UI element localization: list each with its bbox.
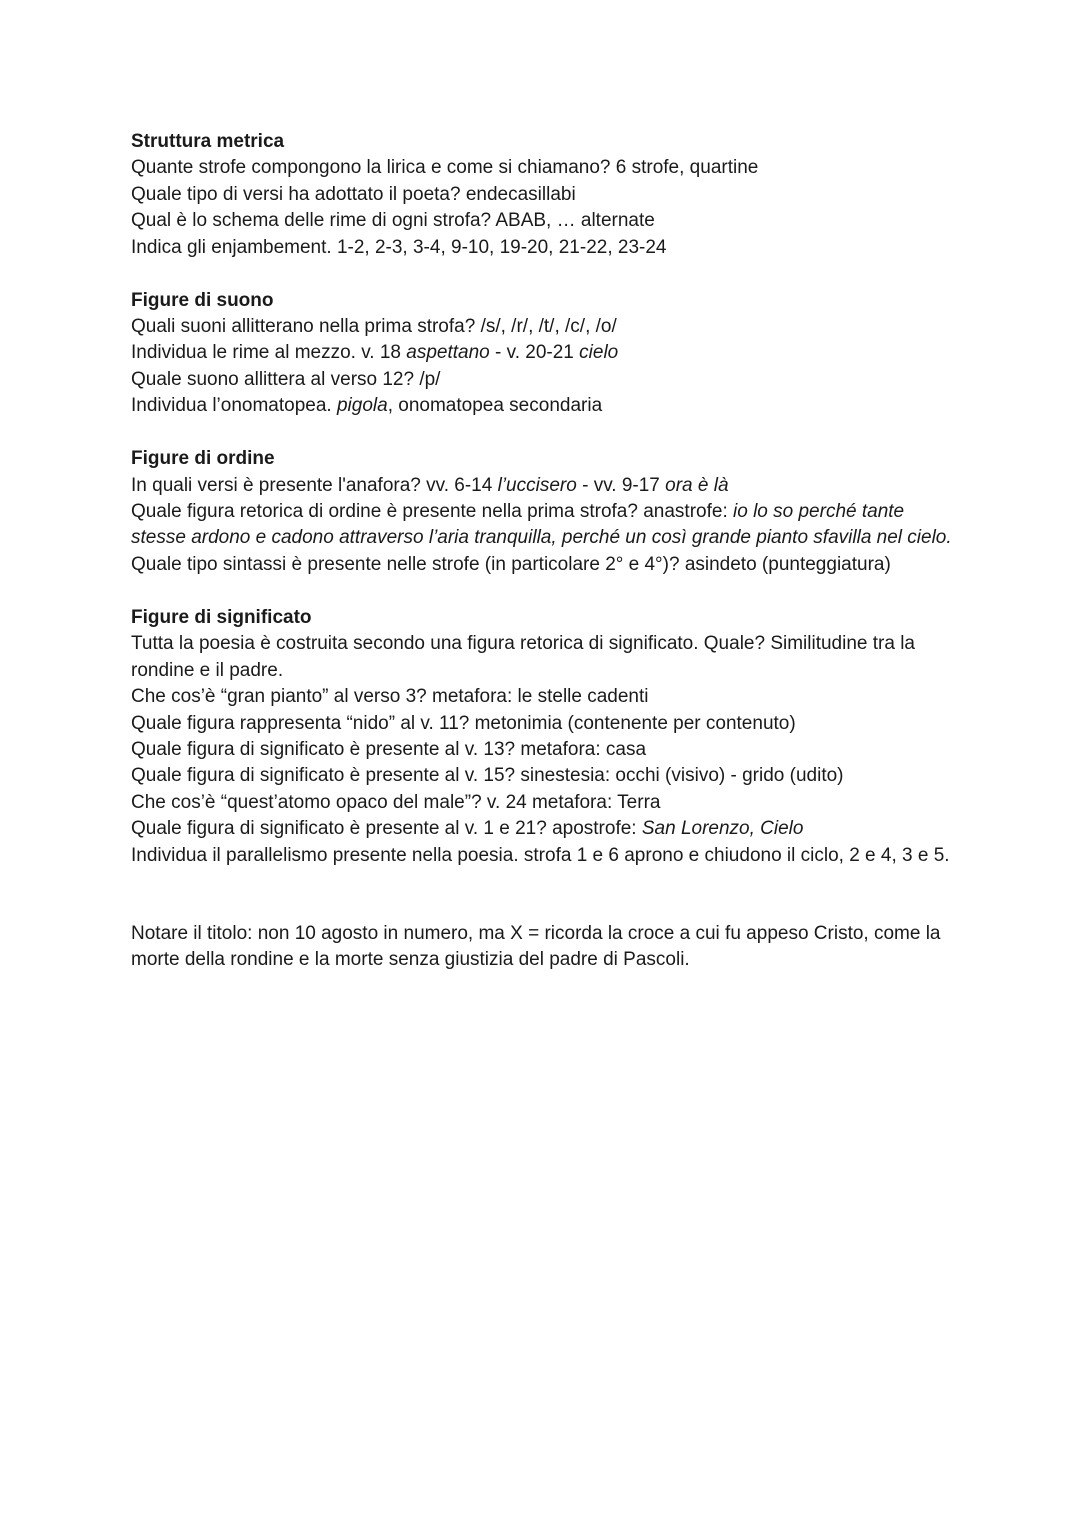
qa-line bbox=[131, 763, 961, 789]
qa-line bbox=[131, 393, 961, 419]
line-text: - vv. 9-17 bbox=[576, 474, 666, 496]
qa-line bbox=[131, 684, 961, 710]
qa-line bbox=[131, 711, 961, 737]
line-text: , onomatopea secondaria bbox=[387, 395, 603, 417]
line-text: Indica gli enjambement. 1-2, 2-3, 3-4, 9-10, 19-20, 21-22, 23-24 bbox=[131, 236, 667, 258]
italic-text: cielo bbox=[579, 342, 619, 364]
section-heading: Figure di significato bbox=[131, 606, 312, 628]
italic-text: pigola bbox=[336, 395, 388, 417]
line-text: Quali suoni allitterano nella prima strofa? /s/, /r/, /t/, /c/, /o/ bbox=[131, 316, 617, 338]
line-text: Quale figura di significato è presente al v. 1 e 21? apostrofe: bbox=[131, 818, 642, 840]
italic-text: aspettano bbox=[406, 342, 490, 364]
italic-text: io lo so perché tante stesse ardono e cadono attraverso l’aria tranquilla, perché un così grande pianto sfavilla nel cielo. bbox=[131, 501, 952, 549]
section-heading: Figure di ordine bbox=[131, 448, 275, 470]
section bbox=[131, 288, 961, 420]
qa-line bbox=[131, 340, 961, 366]
line-text: Quale figura rappresenta “nido” al v. 11? metonimia (contenente per contenuto) bbox=[131, 712, 796, 734]
section-heading: Struttura metrica bbox=[131, 131, 285, 152]
title-note: Notare il titolo: non 10 agosto in numero, ma X = ricorda la croce a cui fu appeso Cristo, come la morte della rondine e la morte senza giustizia del padre di Pascoli. bbox=[131, 922, 941, 971]
italic-text: ora è là bbox=[665, 474, 729, 496]
qa-line bbox=[131, 737, 961, 763]
line-text: Quale figura retorica di ordine è presente nella prima strofa? anastrofe: bbox=[131, 501, 733, 523]
section bbox=[131, 129, 961, 261]
section bbox=[131, 446, 961, 578]
qa-line bbox=[131, 816, 961, 842]
qa-line bbox=[131, 790, 961, 816]
line-text: Quale tipo sintassi è presente nelle strofe (in particolare 2° e 4°)? asindeto (punteggiatura) bbox=[131, 553, 891, 575]
qa-line bbox=[131, 155, 961, 181]
line-text: Quale figura di significato è presente al v. 13? metafora: casa bbox=[131, 738, 647, 760]
line-text: Individua l’onomatopea. bbox=[131, 395, 337, 417]
qa-line bbox=[131, 182, 961, 208]
line-text: Quale figura di significato è presente al v. 15? sinestesia: occhi (visivo) - grido (udito) bbox=[131, 765, 844, 787]
qa-line bbox=[131, 314, 961, 340]
qa-line bbox=[131, 208, 961, 234]
line-text: Quale suono allittera al verso 12? /p/ bbox=[131, 368, 441, 390]
line-text: Quale tipo di versi ha adottato il poeta? endecasillabi bbox=[131, 183, 576, 205]
qa-line bbox=[131, 631, 961, 684]
sections-container bbox=[131, 129, 961, 869]
qa-line bbox=[131, 499, 961, 552]
italic-text: l’uccisero bbox=[497, 474, 577, 496]
line-text: Quante strofe compongono la lirica e come si chiamano? 6 strofe, quartine bbox=[131, 157, 759, 179]
qa-line bbox=[131, 473, 961, 499]
line-text: Che cos’è “gran pianto” al verso 3? metafora: le stelle cadenti bbox=[131, 686, 649, 708]
line-text: Che cos’è “quest’atomo opaco del male”? v. 24 metafora: Terra bbox=[131, 791, 661, 813]
qa-line bbox=[131, 552, 961, 578]
document-page bbox=[131, 129, 961, 974]
section-heading: Figure di suono bbox=[131, 289, 274, 311]
line-text: Individua le rime al mezzo. v. 18 bbox=[131, 342, 407, 364]
italic-text: San Lorenzo, Cielo bbox=[641, 818, 804, 840]
section bbox=[131, 605, 961, 869]
qa-line bbox=[131, 843, 961, 869]
qa-line bbox=[131, 235, 961, 261]
line-text: Individua il parallelismo presente nella poesia. strofa 1 e 6 aprono e chiudono il ciclo, 2 e 4, 3 e 5. bbox=[131, 844, 950, 866]
qa-line bbox=[131, 367, 961, 393]
line-text: - v. 20-21 bbox=[489, 342, 580, 364]
line-text: Qual è lo schema delle rime di ogni strofa? ABAB, … alternate bbox=[131, 210, 655, 232]
line-text: Tutta la poesia è costruita secondo una figura retorica di significato. Quale? Similitudine tra la rondine e il padre. bbox=[131, 633, 916, 681]
line-text: In quali versi è presente l'anafora? vv. 6-14 bbox=[131, 474, 498, 496]
